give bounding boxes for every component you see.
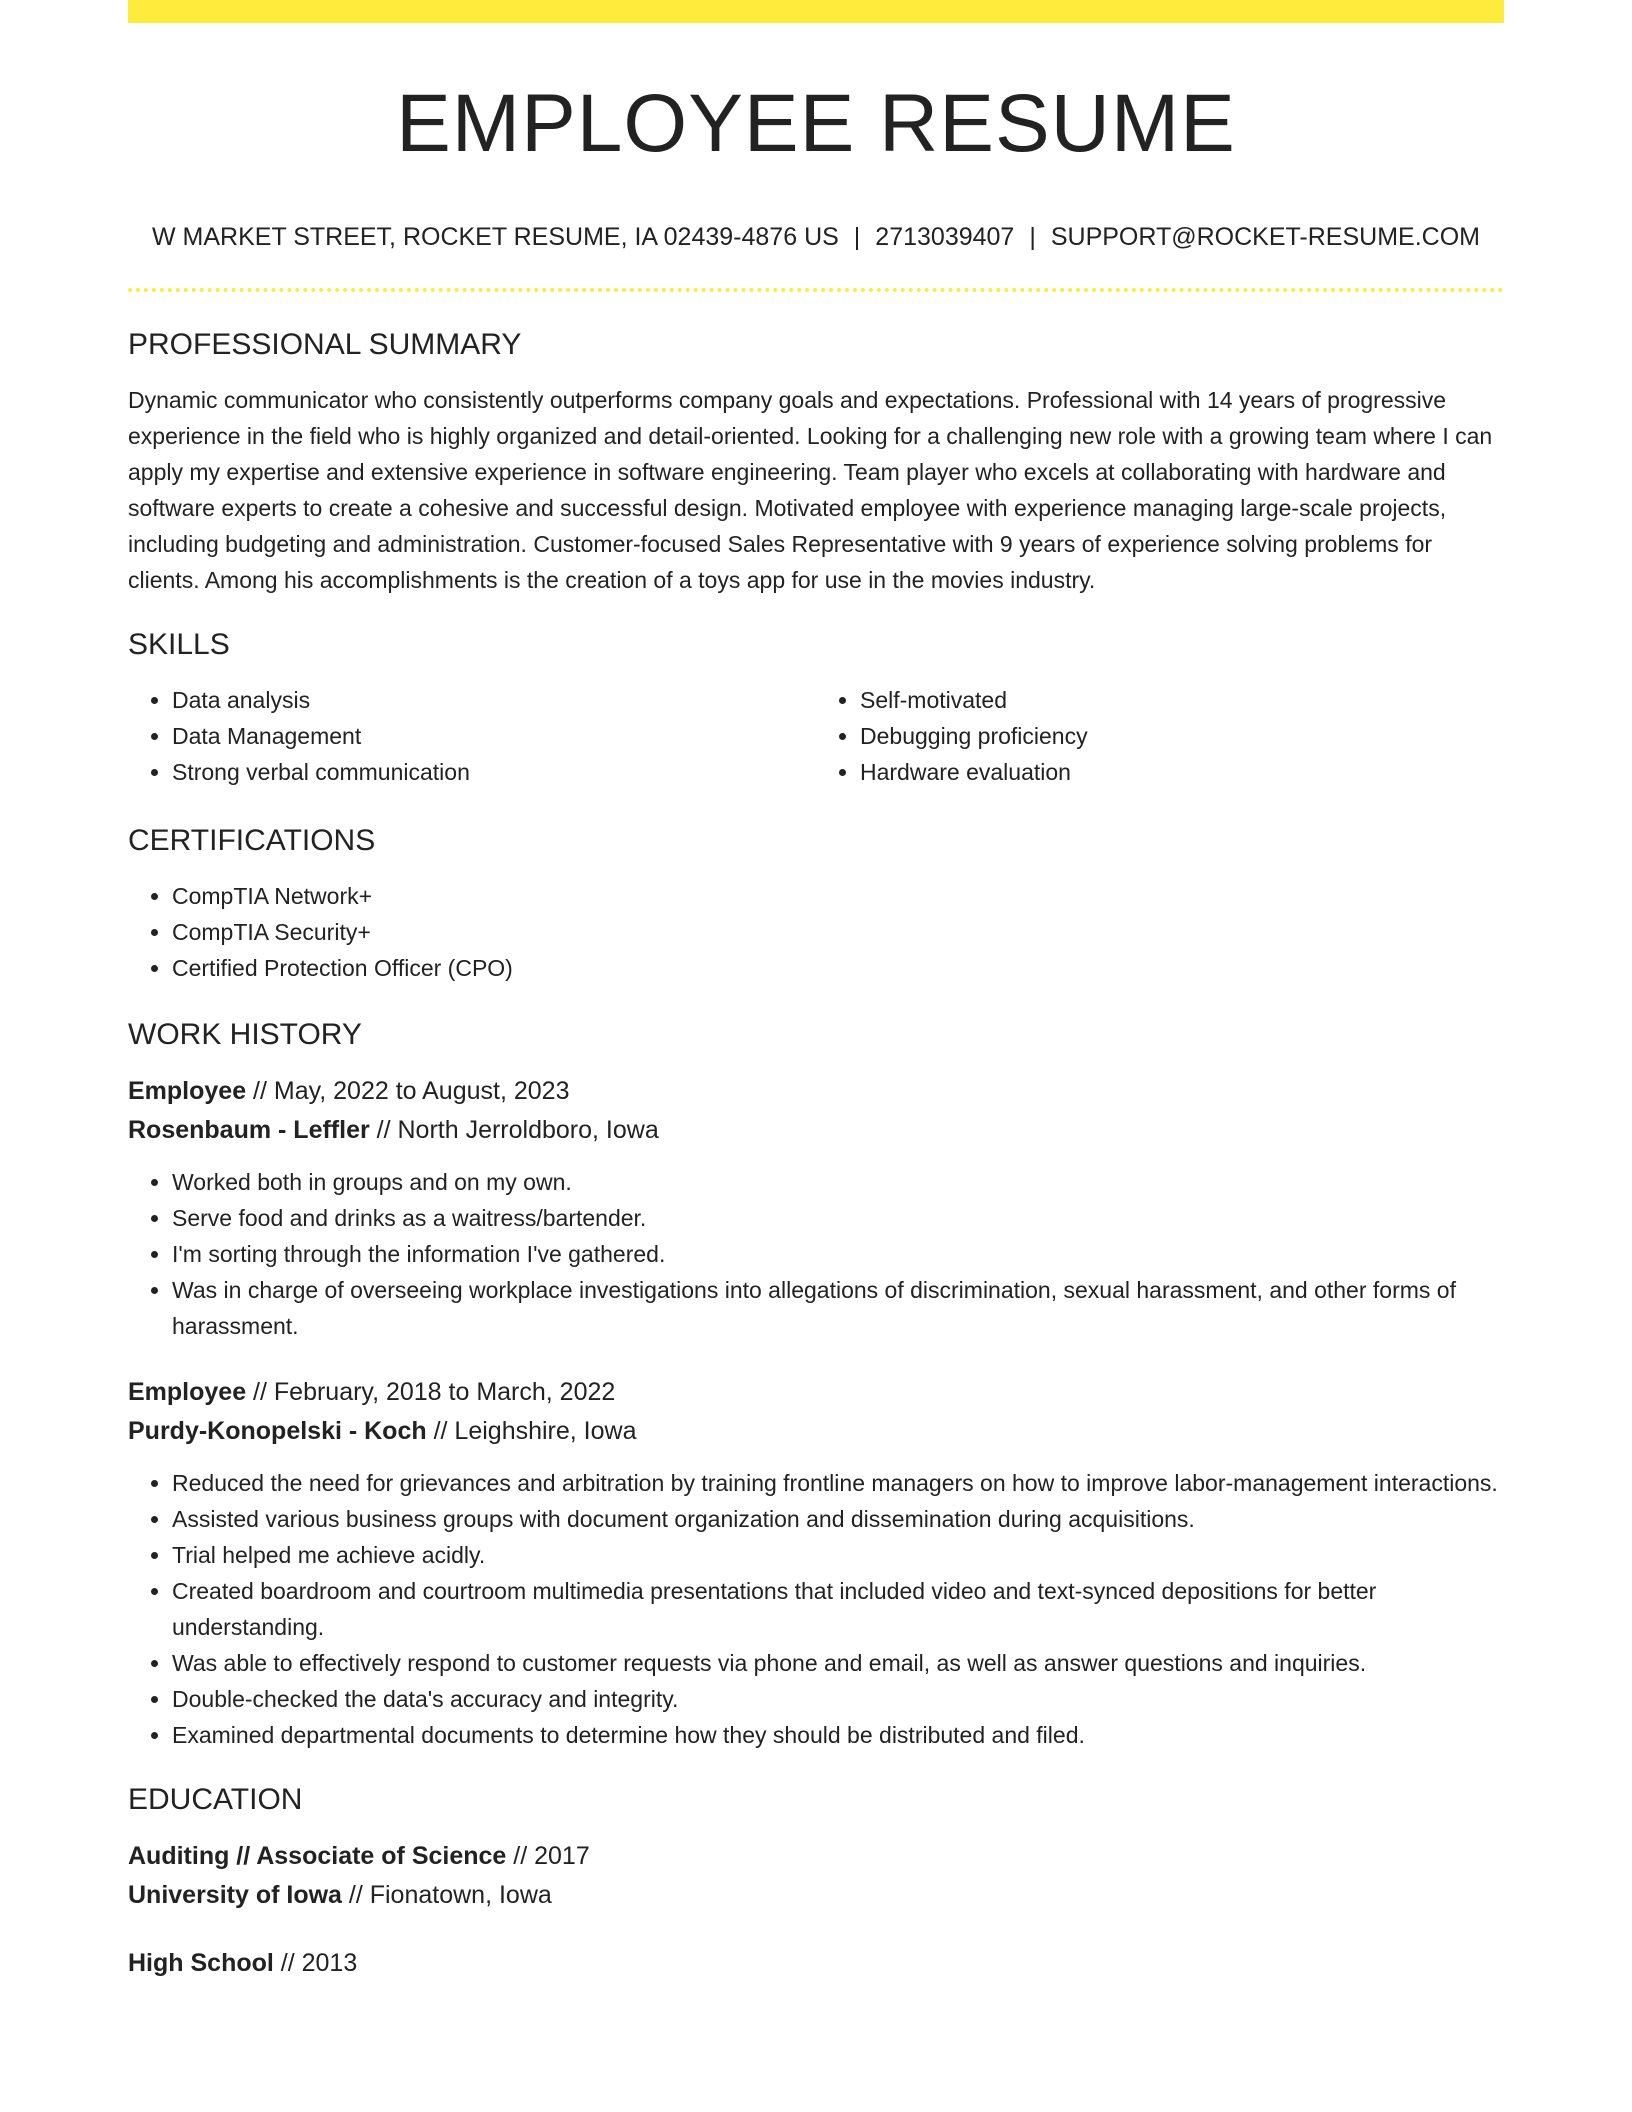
job-dates: // February, 2018 to March, 2022 [246,1378,616,1406]
education-heading: EDUCATION [128,1783,303,1816]
certification-item: • CompTIA Network+ [172,878,1504,914]
job-bullet: • I'm sorting through the information I've gathered. [172,1236,1504,1272]
skill-item: • Debugging proficiency [860,718,1504,754]
job-role-line [128,1072,1504,1111]
contact-separator: | [853,223,861,251]
contact-separator: | [1029,223,1036,251]
job-bullet: • Double-checked the data's accuracy and integrity. [172,1681,1504,1717]
contact-address: W MARKET STREET, ROCKET RESUME, IA 02439-4876 US [152,223,839,251]
work-history-heading: WORK HISTORY [128,1018,362,1051]
job-company: Rosenbaum - Leffler [128,1116,370,1144]
skill-item: • Data Management [172,718,816,754]
skill-item: • Data analysis [172,682,816,718]
education-year: // 2017 [506,1842,590,1870]
job-bullet: • Trial helped me achieve acidly. [172,1537,1504,1573]
skills-list-right [816,682,1504,790]
job-bullet: • Was in charge of overseeing workplace investigations into allegations of discrimination, sexual harassment, and other forms of harassment. [172,1272,1504,1344]
job-company-line [128,1111,1504,1150]
education-school-line [128,1876,1504,1915]
job-bullet: • Serve food and drinks as a waitress/bartender. [172,1200,1504,1236]
education-degree-line [128,1837,1504,1876]
accent-top-bar [128,0,1504,23]
certification-item: • Certified Protection Officer (CPO) [172,950,1504,986]
summary-text: Dynamic communicator who consistently outperforms company goals and expectations. Professional with 14 years of progressive experience in the field who is highly organized and detail-oriented. Looking for a challenging new role with a growing team where I can apply my expertise and extensive experience in software engineering. Team player who excels at collaborating with hardware and software experts to create a cohesive and successful design. Motivated employee with experience managing large-scale projects, including budgeting and administration. Customer-focused Sales Representative with 9 years of experience solving problems for clients. Among his accomplishments is the creation of a toys app for use in the movies industry. [128,387,1493,593]
job-location: // North Jerroldboro, Iowa [369,1116,659,1144]
skill-item: • Hardware evaluation [860,754,1504,790]
job-bullet-list [128,1164,1504,1344]
education-degree: High School [128,1949,274,1977]
certification-item: • CompTIA Security+ [172,914,1504,950]
certifications-list [128,878,1504,986]
contact-line [128,225,1504,250]
job-bullet: • Was able to effectively respond to customer requests via phone and email, as well as answer questions and inquiries. [172,1645,1504,1681]
job-bullet: • Reduced the need for grievances and arbitration by training frontline managers on how to improve labor-management interactions. [172,1465,1504,1501]
education-degree: Auditing // Associate of Science [128,1842,507,1870]
contact-phone: 2713039407 [875,223,1015,251]
skill-item: • Self-motivated [860,682,1504,718]
job-role: Employee [128,1378,247,1406]
education-degree-line [128,1944,1504,1983]
job-bullet: • Examined departmental documents to determine how they should be distributed and filed. [172,1717,1504,1753]
skills-columns [128,682,1504,790]
job-bullet-list [128,1465,1504,1753]
education-location: // Fionatown, Iowa [341,1881,552,1909]
contact-email: SUPPORT@ROCKET-RESUME.COM [1050,223,1480,251]
job-bullet: • Worked both in groups and on my own. [172,1164,1504,1200]
education-school: University of Iowa [128,1881,342,1909]
skill-item: • Strong verbal communication [172,754,816,790]
job-role-line [128,1373,1504,1412]
job-role: Employee [128,1077,247,1105]
job-dates: // May, 2022 to August, 2023 [246,1077,570,1105]
dotted-divider [128,288,1504,292]
education-year: // 2013 [273,1949,358,1977]
resume-page [128,0,1504,1983]
certifications-heading: CERTIFICATIONS [128,824,376,857]
skills-heading: SKILLS [128,628,230,661]
job-company-line [128,1412,1504,1451]
skills-list-left [128,682,816,790]
job-bullet: • Created boardroom and courtroom multimedia presentations that included video and text-synced depositions for better understanding. [172,1573,1504,1645]
summary-heading: PROFESSIONAL SUMMARY [128,328,522,361]
resume-name: EMPLOYEE RESUME [396,78,1236,169]
job-location: // Leighshire, Iowa [426,1417,637,1445]
job-bullet: • Assisted various business groups with document organization and dissemination during acquisitions. [172,1501,1504,1537]
job-company: Purdy-Konopelski - Koch [128,1417,427,1445]
